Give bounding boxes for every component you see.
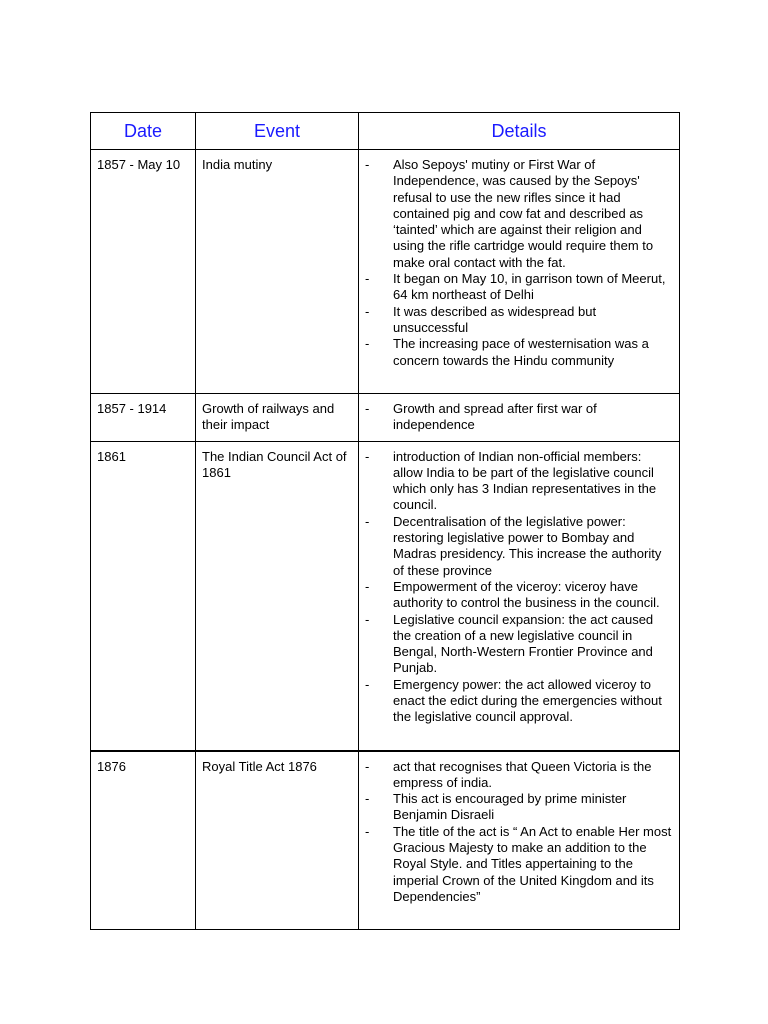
detail-item: - The title of the act is “ An Act to enable Her most Gracious Majesty to make an addition to the Royal Style. and Titles appertaining to the imperial Crown of the United Kingdom and its Dependencies” xyxy=(365,824,673,905)
event-cell: Growth of railways and their impact xyxy=(196,394,359,442)
timeline-table xyxy=(90,112,680,930)
header-event: Event xyxy=(196,113,359,150)
details-list xyxy=(365,759,673,906)
detail-item: - This act is encouraged by prime minister Benjamin Disraeli xyxy=(365,791,673,824)
detail-item: - Decentralisation of the legislative power: restoring legislative power to Bombay and Madras presidency. This increase the authority of these province xyxy=(365,514,673,579)
event-cell: The Indian Council Act of 1861 xyxy=(196,441,359,751)
details-cell xyxy=(359,441,680,751)
table-row xyxy=(91,441,680,751)
table-row xyxy=(91,751,680,930)
event-cell: India mutiny xyxy=(196,150,359,394)
detail-item: - It was described as widespread but unsuccessful xyxy=(365,304,673,337)
date-cell: 1861 xyxy=(91,441,196,751)
detail-item: - Legislative council expansion: the act caused the creation of a new legislative council in Bengal, North-Western Frontier Province and Punjab. xyxy=(365,612,673,677)
date-cell: 1857 - 1914 xyxy=(91,394,196,442)
detail-item: - Also Sepoys' mutiny or First War of Independence, was caused by the Sepoys' refusal to use the new rifles since it had contained pig and cow fat and described as ‘tainted’ which are against their religion and using the rifle cartridge would require them to make oral contact with the fat. xyxy=(365,157,673,271)
detail-item: - It began on May 10, in garrison town of Meerut, 64 km northeast of Delhi xyxy=(365,271,673,304)
date-cell: 1876 xyxy=(91,751,196,930)
table-row xyxy=(91,394,680,442)
details-cell xyxy=(359,150,680,394)
details-cell xyxy=(359,394,680,442)
details-list xyxy=(365,449,673,726)
detail-item: - Growth and spread after first war of independence xyxy=(365,401,673,434)
header-details: Details xyxy=(359,113,680,150)
detail-item: - introduction of Indian non-official members: allow India to be part of the legislative council which only has 3 Indian representatives in the council. xyxy=(365,449,673,514)
header-date: Date xyxy=(91,113,196,150)
detail-item: - act that recognises that Queen Victoria is the empress of india. xyxy=(365,759,673,792)
detail-item: - Emergency power: the act allowed viceroy to enact the edict during the emergencies without the legislative council approval. xyxy=(365,677,673,726)
details-cell xyxy=(359,751,680,930)
details-list xyxy=(365,401,673,434)
date-cell: 1857 - May 10 xyxy=(91,150,196,394)
detail-item: - Empowerment of the viceroy: viceroy have authority to control the business in the council. xyxy=(365,579,673,612)
header-row xyxy=(91,113,680,150)
detail-item: - The increasing pace of westernisation was a concern towards the Hindu community xyxy=(365,336,673,369)
table-row xyxy=(91,150,680,394)
event-cell: Royal Title Act 1876 xyxy=(196,751,359,930)
details-list xyxy=(365,157,673,369)
